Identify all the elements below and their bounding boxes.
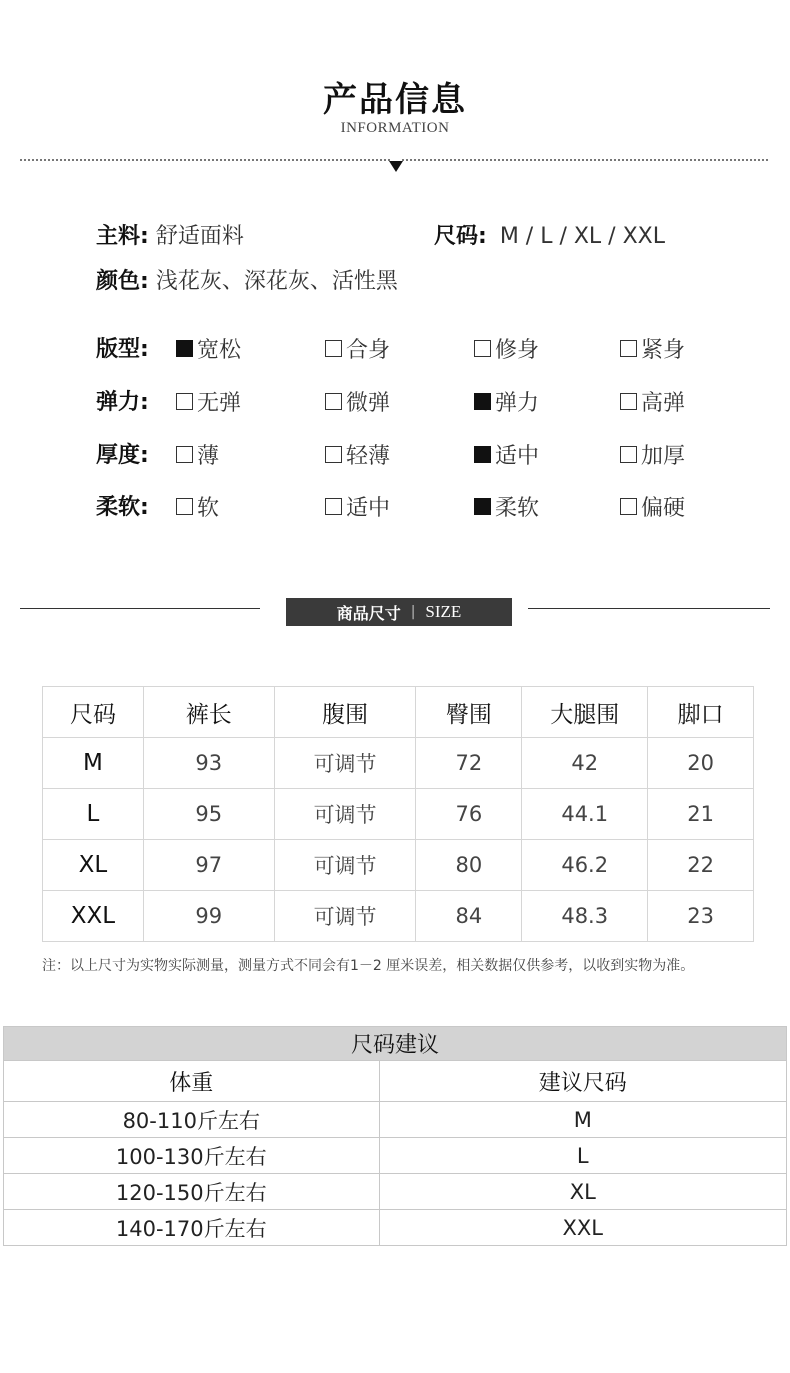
recommend-cell: XXL: [379, 1210, 786, 1246]
size-table-header-cell: 大腿围: [522, 687, 648, 738]
size-table-cell: 42: [522, 738, 648, 789]
size-table-cell: M: [43, 738, 144, 789]
attribute-option: [620, 491, 685, 522]
size-table-cell: 44.1: [522, 789, 648, 840]
table-row: [43, 738, 754, 789]
table-row: [43, 840, 754, 891]
size-table-header-cell: 臀围: [416, 687, 522, 738]
attribute-option-label: 弹力: [495, 391, 540, 416]
size-recommendation-table: [3, 1026, 787, 1246]
attribute-option-label: 加厚: [641, 444, 686, 469]
recommend-title-row: [4, 1027, 787, 1061]
material-info: [96, 219, 244, 250]
size-table-cell: 46.2: [522, 840, 648, 891]
size-table-cell: 95: [143, 789, 274, 840]
attribute-option: [474, 491, 539, 522]
attribute-option: [176, 491, 219, 522]
size-info: [434, 219, 665, 250]
size-table-cell: XXL: [43, 891, 144, 942]
recommend-cell: 120-150斤左右: [4, 1174, 380, 1210]
attribute-label: 弹力:: [96, 390, 149, 415]
attribute-option: [176, 333, 241, 364]
recommend-header-row: [4, 1061, 787, 1102]
size-table-cell: 可调节: [274, 840, 416, 891]
size-label: 尺码:: [434, 224, 487, 249]
size-table-cell: 97: [143, 840, 274, 891]
checked-box-icon: [474, 393, 491, 410]
size-table: [42, 686, 754, 942]
attribute-label: 厚度:: [96, 443, 149, 468]
size-banner-en: SIZE: [425, 602, 462, 621]
attribute-option-label: 偏硬: [641, 496, 686, 521]
size-table-header-cell: 尺码: [43, 687, 144, 738]
attribute-option-label: 合身: [346, 338, 391, 363]
attribute-option: [325, 491, 390, 522]
attribute-option-label: 宽松: [197, 338, 242, 363]
attribute-option: [474, 439, 539, 470]
size-table-cell: 93: [143, 738, 274, 789]
attribute-option-label: 薄: [197, 444, 220, 469]
table-row: [43, 789, 754, 840]
dotted-divider-right: [402, 159, 768, 161]
size-table-cell: 99: [143, 891, 274, 942]
unchecked-box-icon: [620, 393, 637, 410]
attribute-option: [620, 333, 685, 364]
size-banner-separator: |: [410, 604, 416, 620]
table-row: [4, 1210, 787, 1246]
size-table-cell: 76: [416, 789, 522, 840]
page-title: 产品信息: [323, 80, 467, 120]
material-label: 主料:: [96, 224, 149, 249]
recommend-cell: M: [379, 1102, 786, 1138]
recommend-title: 尺码建议: [4, 1027, 787, 1061]
attribute-option-label: 适中: [346, 496, 391, 521]
size-table-cell: 22: [648, 840, 754, 891]
size-table-cell: XL: [43, 840, 144, 891]
unchecked-box-icon: [325, 446, 342, 463]
unchecked-box-icon: [474, 340, 491, 357]
size-table-cell: 可调节: [274, 891, 416, 942]
triangle-down-icon: [389, 161, 403, 172]
attribute-label: 版型:: [96, 337, 149, 362]
attribute-option: [325, 333, 390, 364]
attribute-label: 柔软:: [96, 495, 149, 520]
checked-box-icon: [176, 340, 193, 357]
size-table-cell: 48.3: [522, 891, 648, 942]
table-row: [4, 1138, 787, 1174]
size-table-header-cell: 脚口: [648, 687, 754, 738]
unchecked-box-icon: [620, 498, 637, 515]
unchecked-box-icon: [325, 340, 342, 357]
unchecked-box-icon: [176, 446, 193, 463]
recommend-cell: 140-170斤左右: [4, 1210, 380, 1246]
unchecked-box-icon: [620, 340, 637, 357]
size-table-cell: 可调节: [274, 789, 416, 840]
size-table-cell: 20: [648, 738, 754, 789]
unchecked-box-icon: [620, 446, 637, 463]
attribute-option: [325, 439, 390, 470]
size-table-header-cell: 腹围: [274, 687, 416, 738]
attribute-option-label: 微弹: [346, 391, 391, 416]
color-value: 浅花灰、深花灰、活性黑: [155, 269, 398, 294]
attribute-option: [474, 386, 539, 417]
size-table-header-row: [43, 687, 754, 738]
size-value: M / L / XL / XXL: [499, 224, 665, 249]
attribute-option-label: 无弹: [197, 391, 242, 416]
unchecked-box-icon: [325, 393, 342, 410]
material-value: 舒适面料: [155, 224, 244, 249]
size-table-cell: 23: [648, 891, 754, 942]
table-row: [4, 1174, 787, 1210]
color-info: [96, 264, 398, 295]
attribute-option-label: 适中: [495, 444, 540, 469]
size-banner-cn: 商品尺寸: [336, 603, 401, 623]
recommend-cell: L: [379, 1138, 786, 1174]
unchecked-box-icon: [325, 498, 342, 515]
recommend-cell: 100-130斤左右: [4, 1138, 380, 1174]
unchecked-box-icon: [176, 498, 193, 515]
attribute-option: [474, 333, 539, 364]
checked-box-icon: [474, 498, 491, 515]
size-rule-right: [528, 608, 770, 609]
size-table-cell: 80: [416, 840, 522, 891]
size-section-banner: [286, 598, 512, 626]
size-table-cell: 21: [648, 789, 754, 840]
dotted-divider-left: [20, 159, 390, 161]
attribute-option: [620, 439, 685, 470]
table-row: [43, 891, 754, 942]
attribute-option: [620, 386, 685, 417]
attribute-option: [325, 386, 390, 417]
attribute-option: [176, 386, 241, 417]
color-label: 颜色:: [96, 269, 149, 294]
size-table-cell: 72: [416, 738, 522, 789]
attribute-option-label: 紧身: [641, 338, 686, 363]
size-note: 注：以上尺寸为实物实际测量，测量方式不同会有1－2 厘米误差，相关数据仅供参考，以收到实物为准。: [42, 958, 695, 974]
table-row: [4, 1102, 787, 1138]
checked-box-icon: [474, 446, 491, 463]
attribute-option-label: 高弹: [641, 391, 686, 416]
unchecked-box-icon: [176, 393, 193, 410]
attribute-option-label: 柔软: [495, 496, 540, 521]
recommend-cell: 80-110斤左右: [4, 1102, 380, 1138]
recommend-cell: XL: [379, 1174, 786, 1210]
size-table-cell: 可调节: [274, 738, 416, 789]
recommend-header-cell: 体重: [4, 1061, 380, 1102]
attribute-option: [176, 439, 219, 470]
attribute-option-label: 软: [197, 496, 220, 521]
size-table-cell: 84: [416, 891, 522, 942]
size-rule-left: [20, 608, 260, 609]
size-table-header-cell: 裤长: [143, 687, 274, 738]
page-subtitle: INFORMATION: [340, 120, 450, 136]
attribute-option-label: 轻薄: [346, 444, 391, 469]
size-table-cell: L: [43, 789, 144, 840]
attribute-option-label: 修身: [495, 338, 540, 363]
recommend-header-cell: 建议尺码: [379, 1061, 786, 1102]
